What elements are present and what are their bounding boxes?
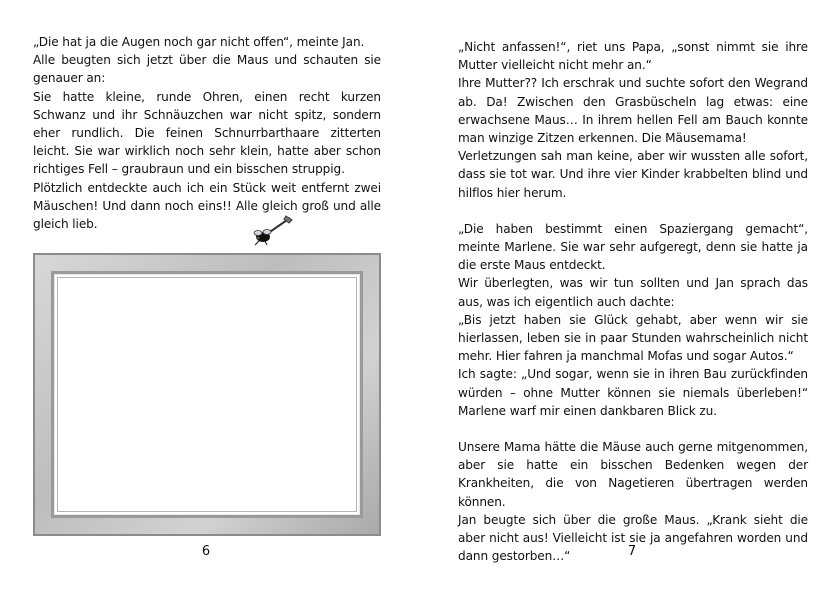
paragraph: Ihre Mutter?? Ich erschrak und suchte sofort den Wegrand ab. Da! Zwischen den Grasbüscheln lag etwas: eine erwachsene Maus… In ihrem hellen Fell am Bauch konnte man winzige Zitzen erkennen. Die Mäusemama! [458,76,808,146]
paragraph: Plötzlich entdeckte auch ich ein Stück weit entfernt zwei Mäuschen! Und dann noch eins!! Alle gleich groß und alle gleich lieb. [33,180,381,232]
paragraph-gap [458,420,808,438]
left-page-text [33,33,381,233]
paragraph: Alle beugten sich jetzt über die Maus und schauten sie genauer an: [33,53,381,86]
paragraph: Verletzungen sah man keine, aber wir wussten alle sofort, dass sie tot war. Und ihre vier Kinder krabbelten blind und hilflos hier herum. [458,149,808,200]
frame-picture-area [57,277,357,512]
paragraph: Sie hatte kleine, runde Ohren, einen recht kurzen Schwanz und ihr Schnäuzchen war nicht spitz, sondern eher rundlich. Die feinen Schnurrbarthaare zitterten leicht. Sie war wirklich noch sehr klein, hatte aber schon richtiges Fell – graubraun und ein bisschen struppig. [33,89,381,177]
right-page [420,0,839,595]
paragraph: „Die haben bestimmt einen Spaziergang gemacht“, meinte Marlene. Sie war sehr aufgeregt, denn sie hatte ja die erste Maus entdeckt. [458,221,808,273]
paragraph: Unsere Mama hätte die Mäuse auch gerne mitgenommen, aber sie hatte ein bisschen Bedenken wegen der Krankheiten, die von Nagetieren übertragen werden können. [458,440,808,509]
page-number: 6 [201,544,211,559]
page-number: 7 [627,544,637,559]
right-page-text [458,38,808,565]
paragraph: Wir überlegten, was wir tun sollten und Jan sprach das aus, was ich eigentlich auch dachte: [458,276,808,309]
fly-with-brush-icon [250,214,294,246]
paragraph: Jan beugte sich über die große Maus. „Krank sieht die aber nicht aus! Vielleicht ist sie ja angefahren worden und dann gestorben…“ [458,512,808,564]
paragraph-gap [458,202,808,220]
paragraph: „Nicht anfassen!“, riet uns Papa, „sonst nimmt sie ihre Mutter vielleicht nicht mehr an.“ [458,40,808,73]
frame-inner-bevel [51,271,363,518]
paragraph: „Die hat ja die Augen noch gar nicht offen“, meinte Jan. [33,35,365,49]
picture-frame [33,253,381,536]
paragraph: Ich sagte: „Und sogar, wenn sie in ihren Bau zurückfinden würden – ohne Mutter können sie niemals überleben!“ Marlene warf mir einen dankbaren Blick zu. [458,367,808,418]
paragraph: „Bis jetzt haben sie Glück gehabt, aber wenn wir sie hierlassen, leben sie in paar Stunden wahrscheinlich nicht mehr. Hier fahren ja manchmal Mofas und sogar Autos.“ [458,312,808,364]
